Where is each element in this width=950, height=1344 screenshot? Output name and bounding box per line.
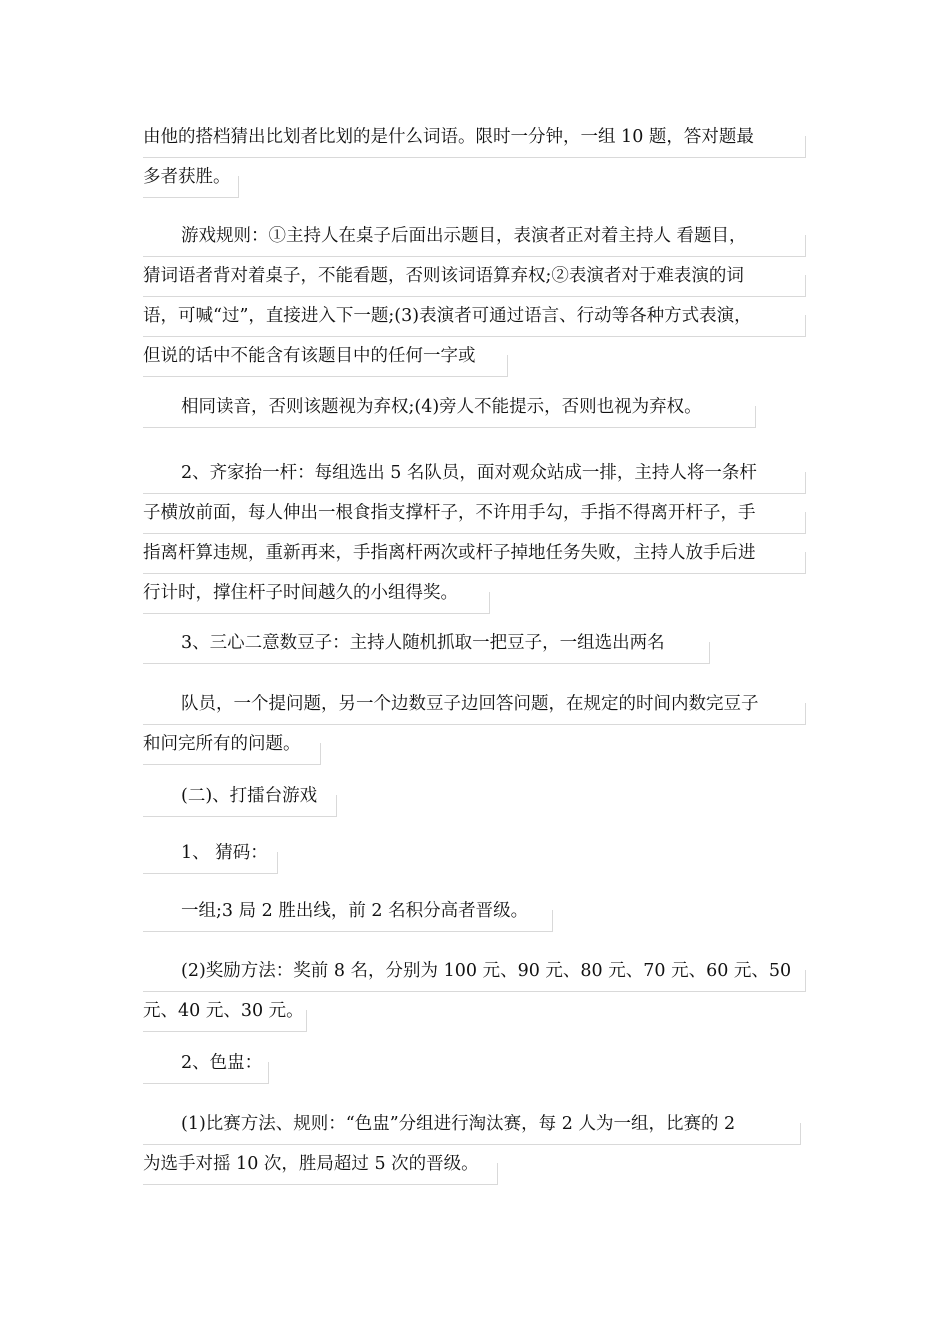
- text-line: 指离杆算违规，重新再来，手指离杆两次或杆子掉地任务失败，主持人放手后进: [143, 534, 806, 574]
- text-line: 行计时，撑住杆子时间越久的小组得奖。: [143, 574, 490, 614]
- text-line: 元、40 元、30 元。: [143, 992, 307, 1032]
- text-line: 子横放前面，每人伸出一根食指支撑杆子，不许用手勾，手指不得离开杆子，手: [143, 494, 806, 534]
- paragraph-2: [143, 217, 806, 377]
- text-line: 但说的话中不能含有该题目中的任何一字或: [143, 337, 508, 377]
- text-line: 语，可喊“过”，直接进入下一题;(3)表演者可通过语言、行动等各种方式表演，: [143, 297, 806, 337]
- paragraph-11: [143, 1044, 269, 1084]
- section-title: (二)、打擂台游戏: [143, 777, 337, 817]
- text-line: (2)奖励方法：奖前 8 名，分别为 100 元、90 元、80 元、70 元、60 元、50: [143, 952, 806, 992]
- paragraph-3: [143, 388, 756, 428]
- paragraph-6: [143, 685, 806, 765]
- paragraph-5: [143, 624, 710, 664]
- item-heading: 2、色盅：: [143, 1044, 269, 1084]
- text-line: 猜词语者背对着桌子，不能看题，否则该词语算弃权;②表演者对于难表演的词: [143, 257, 806, 297]
- section-heading: [143, 777, 337, 817]
- item-heading: 1、 猜码：: [143, 834, 278, 874]
- text-line: 队员，一个提问题，另一个边数豆子边回答问题，在规定的时间内数完豆子: [143, 685, 806, 725]
- text-line: 相同读音，否则该题视为弃权;(4)旁人不能提示，否则也视为弃权。: [143, 388, 756, 428]
- text-line: 由他的搭档猜出比划者比划的是什么词语。限时一分钟，一组 10 题，答对题最: [143, 118, 806, 158]
- paragraph-12: [143, 1105, 801, 1185]
- text-line: 2、齐家抬一杆：每组选出 5 名队员，面对观众站成一排，主持人将一条杆: [143, 454, 806, 494]
- paragraph-4: [143, 454, 806, 614]
- text-line: 为选手对摇 10 次，胜局超过 5 次的晋级。: [143, 1145, 498, 1185]
- text-line: 一组;3 局 2 胜出线，前 2 名积分高者晋级。: [143, 892, 553, 932]
- paragraph-9: [143, 892, 553, 932]
- text-line: 多者获胜。: [143, 158, 239, 198]
- text-line: (1)比赛方法、规则：“色盅”分组进行淘汰赛，每 2 人为一组，比赛的 2: [143, 1105, 801, 1145]
- paragraph-8: [143, 834, 278, 874]
- text-line: 3、三心二意数豆子：主持人随机抓取一把豆子，一组选出两名: [143, 624, 710, 664]
- paragraph-10: [143, 952, 806, 1032]
- paragraph-1: [143, 118, 806, 198]
- text-line: 和问完所有的问题。: [143, 725, 321, 765]
- text-line: 游戏规则：①主持人在桌子后面出示题目，表演者正对着主持人 看题目，: [143, 217, 806, 257]
